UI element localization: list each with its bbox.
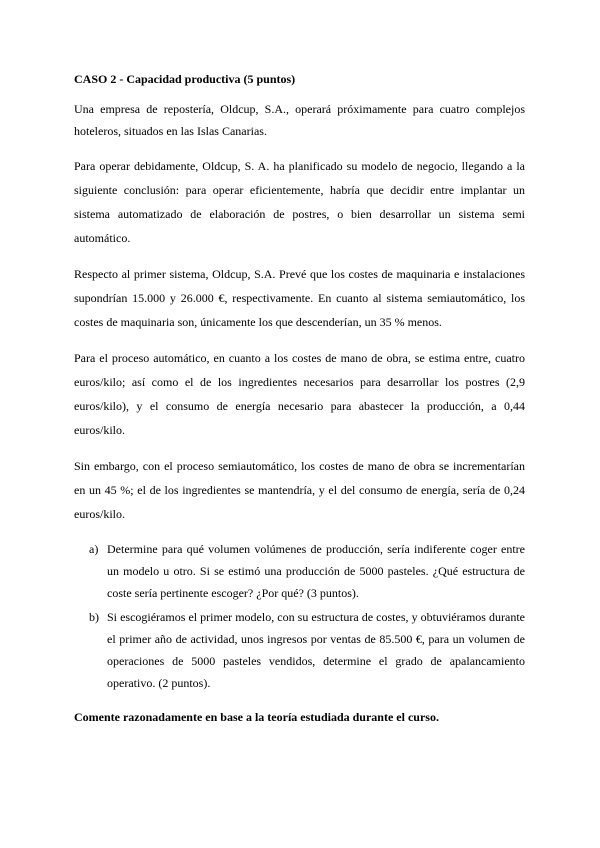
question-item-a [74, 538, 525, 604]
paragraph-business-model: Para operar debidamente, Oldcup, S. A. ha planificado su modelo de negocio, llegando a la siguiente conclusión: para operar eficientemente, habría que decidir entre implantar un sistema automatizado de elaboración de postres, o bien desarrollar un sistema semi automático. [74, 159, 525, 245]
document-body [74, 70, 525, 728]
question-text: Determine para qué volumen volúmenes de producción, sería indiferente coger entre un modelo u otro. Si se estimó una producción de 5000 pasteles. ¿Qué estructura de coste sería pertinente escoger? ¿Por qué? (3 puntos). [107, 542, 525, 600]
question-marker: b) [89, 610, 99, 624]
paragraph-machinery-costs: Respecto al primer sistema, Oldcup, S.A. Prevé que los costes de maquinaria e instalaciones supondrían 15.000 y 26.000 €, respectivamente. En cuanto al sistema semiautomático, los costes de maquinaria son, únicamente los que descenderían, un 35 % menos. [74, 267, 525, 329]
question-marker: a) [89, 542, 99, 556]
closing-instruction: Comente razonadamente en base a la teoría estudiada durante el curso. [74, 710, 439, 724]
case-title: CASO 2 - Capacidad productiva (5 puntos) [74, 72, 296, 86]
question-text: Si escogiéramos el primer modelo, con su estructura de costes, y obtuviéramos durante el primer año de actividad, unos ingresos por ventas de 85.500 €, para un volumen de operaciones de 5000 pasteles vendidos, determine el grado de apalancamiento operativo. (2 puntos). [107, 610, 525, 690]
paragraph-semiautomatic-process: Sin embargo, con el proceso semiautomático, los costes de mano de obra se incrementarían en un 45 %; el de los ingredientes se mantendría, y el del consumo de energía, sería de 0,24 euros/kilo. [74, 459, 525, 521]
question-item-b [74, 606, 525, 694]
question-list [74, 538, 525, 694]
paragraph-intro: Una empresa de repostería, Oldcup, S.A., operará próximamente para cuatro complejos hoteleros, situados en las Islas Canarias. [74, 102, 525, 138]
paragraph-automatic-process: Para el proceso automático, en cuanto a los costes de mano de obra, se estima entre, cuatro euros/kilo; así como el de los ingredientes necesarios para desarrollar los postres (2,9 euros/kilo), y el consumo de energía necesario para abastecer la producción, a 0,44 euros/kilo. [74, 351, 525, 437]
